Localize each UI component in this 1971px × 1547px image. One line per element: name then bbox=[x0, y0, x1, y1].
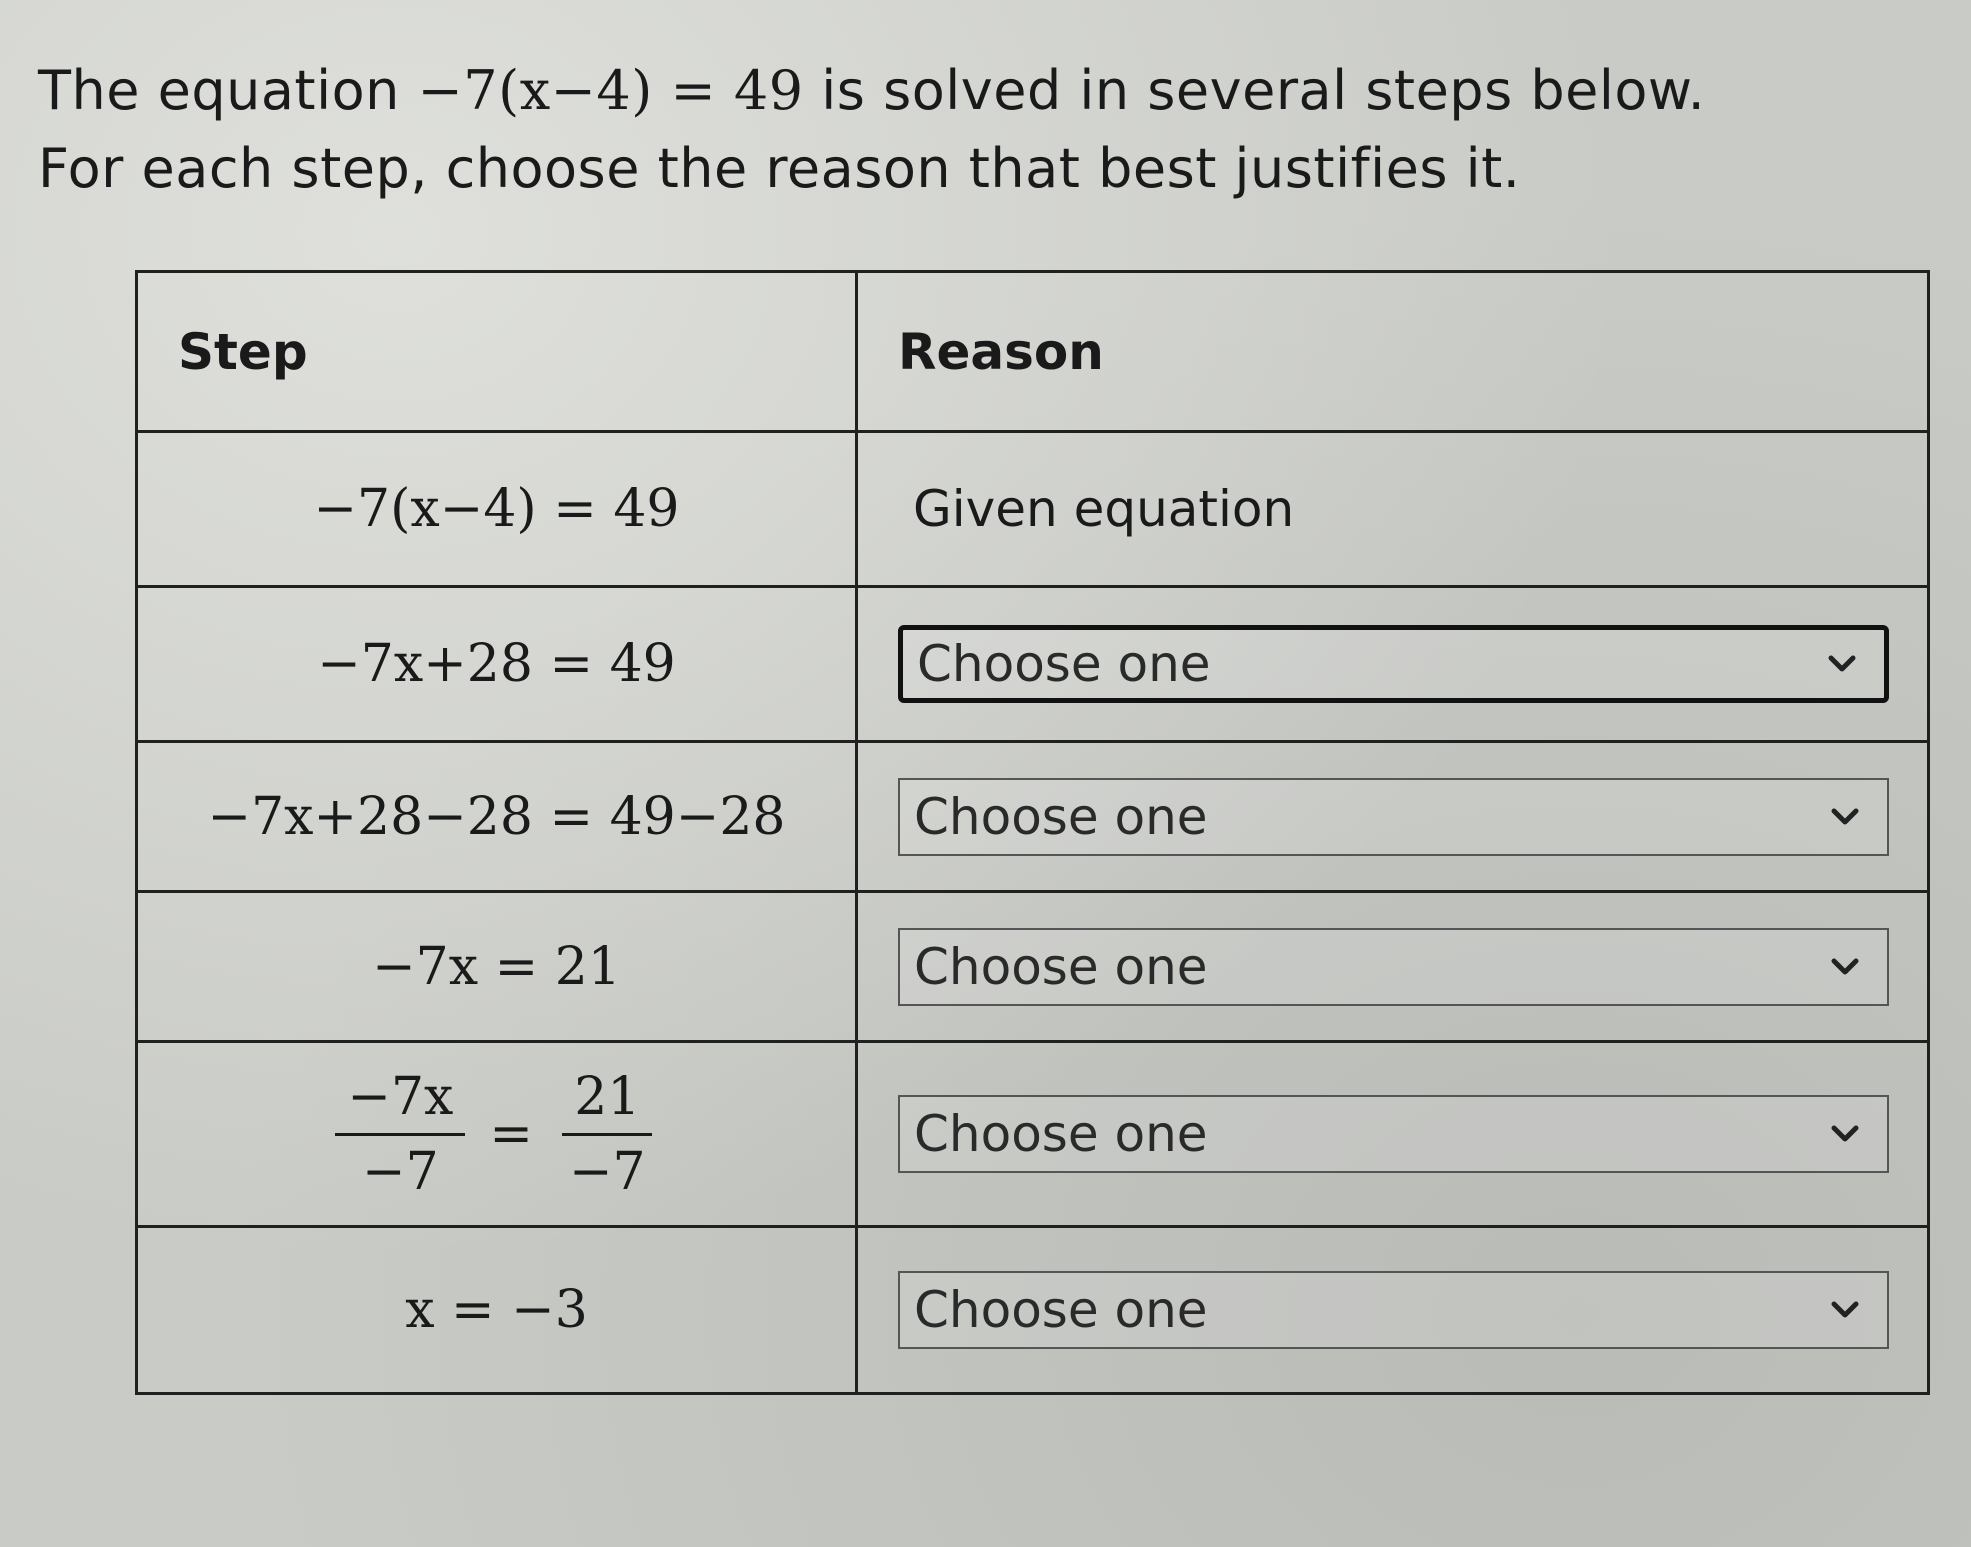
reason-cell-4 bbox=[858, 893, 1927, 1043]
reason-select-6[interactable] bbox=[898, 1271, 1889, 1349]
instructions-line-1: The equation −7(x−4) = 49 is solved in several steps below. bbox=[38, 59, 1706, 122]
fraction-left bbox=[335, 1067, 465, 1202]
reason-cell-5 bbox=[858, 1043, 1927, 1228]
chevron-down-icon bbox=[1831, 1124, 1859, 1144]
equals-sign: = bbox=[489, 1104, 533, 1164]
fraction-right-numerator: 21 bbox=[562, 1067, 652, 1136]
reason-select-3-value: Choose one bbox=[914, 787, 1208, 846]
instructions-line-2: For each step, choose the reason that best justifies it. bbox=[38, 137, 1521, 200]
reason-cell-3 bbox=[858, 743, 1927, 893]
step-4: −7x = 21 bbox=[138, 893, 858, 1043]
reason-select-4-value: Choose one bbox=[914, 937, 1208, 996]
steps-table bbox=[135, 270, 1930, 1395]
chevron-down-icon bbox=[1831, 807, 1859, 827]
reason-select-3[interactable] bbox=[898, 778, 1889, 856]
reason-select-6-value: Choose one bbox=[914, 1281, 1208, 1339]
step-2: −7x+28 = 49 bbox=[138, 588, 858, 743]
fraction-left-denominator: −7 bbox=[362, 1141, 439, 1202]
reason-cell-6 bbox=[858, 1228, 1927, 1392]
fraction-right-denominator: −7 bbox=[568, 1141, 646, 1202]
reason-cell-1 bbox=[858, 433, 1927, 588]
given-equation: −7(x−4) = 49 bbox=[417, 59, 804, 122]
reason-cell-2 bbox=[858, 588, 1927, 743]
step-5 bbox=[138, 1043, 858, 1228]
reason-select-5-value: Choose one bbox=[914, 1105, 1208, 1163]
step-3: −7x+28−28 = 49−28 bbox=[138, 743, 858, 893]
reason-given: Given equation bbox=[913, 480, 1295, 538]
chevron-down-icon bbox=[1831, 957, 1859, 977]
reason-select-2-value: Choose one bbox=[917, 635, 1211, 693]
instructions bbox=[38, 52, 1705, 208]
fraction-left-numerator: −7x bbox=[335, 1067, 465, 1136]
chevron-down-icon bbox=[1831, 1300, 1859, 1320]
step-1: −7(x−4) = 49 bbox=[138, 433, 858, 588]
reason-select-4[interactable] bbox=[898, 928, 1889, 1006]
reason-select-2[interactable] bbox=[898, 625, 1889, 703]
step-6: x = −3 bbox=[138, 1228, 858, 1392]
fraction-right bbox=[557, 1067, 658, 1202]
chevron-down-icon bbox=[1828, 654, 1856, 674]
header-step: Step bbox=[138, 273, 858, 433]
reason-select-5[interactable] bbox=[898, 1095, 1889, 1173]
header-reason: Reason bbox=[858, 273, 1927, 433]
